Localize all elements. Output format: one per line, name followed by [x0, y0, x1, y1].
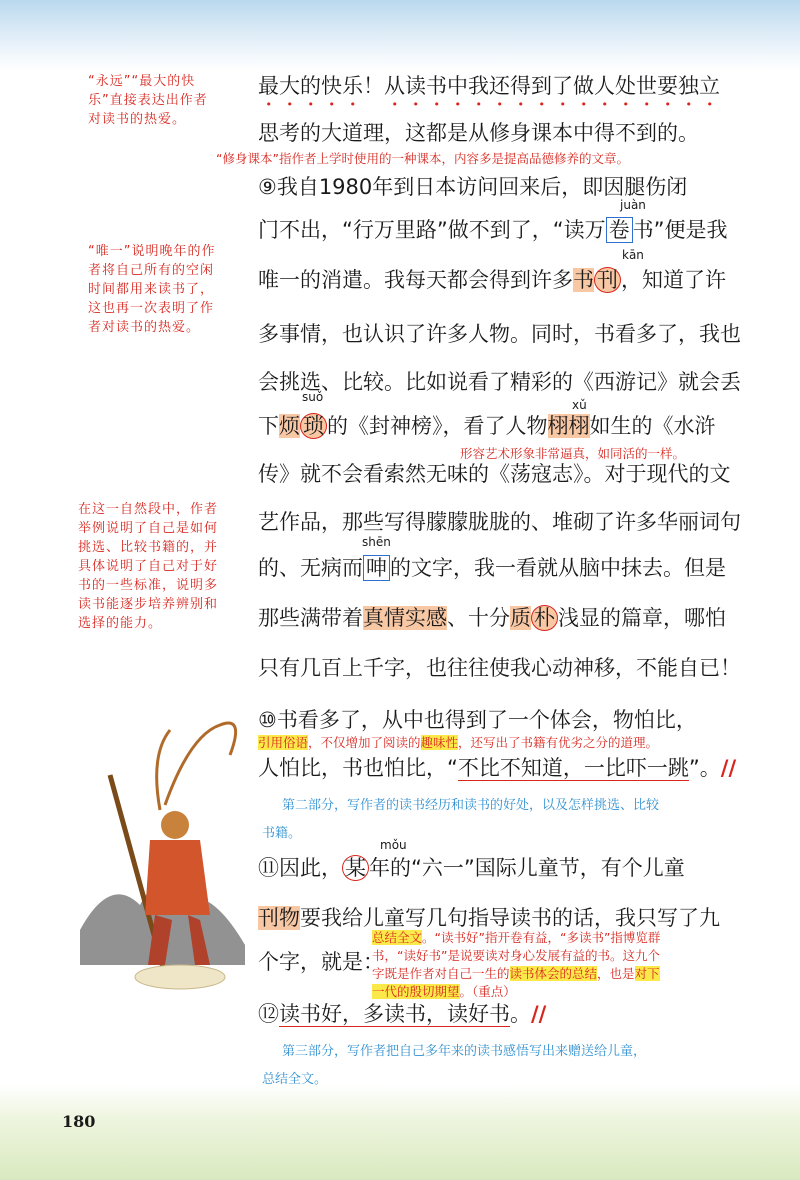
text-line-4: 门不出，“行万里路”做不到了，“读万 卷 书”便是我	[258, 218, 728, 242]
text-line-10: 艺作品，那些写得朦朦胧胧的、堆砌了许多华丽词句	[258, 510, 741, 534]
text-line-12: 那些满带着真情实感、十分质 朴 浅显的篇章，哪怕	[258, 606, 726, 630]
monkey-king-illustration	[70, 715, 270, 1015]
pinyin-juan: juàn	[620, 198, 646, 212]
section-break-mark-2: //	[531, 1002, 547, 1026]
circled-char-suo: 琐	[300, 413, 327, 439]
part3-summary-line1: 第三部分，写作者把自己多年来的读书感悟写出来赠送给儿童，	[282, 1044, 647, 1059]
text-line-9: 传》就不会看索然无味的《荡寇志》。对于现代的文	[258, 462, 731, 486]
margin-note-3: 在这一自然段中，作者举例说明了自己是如何挑选、比较书籍的，并具体说明了自己对于好书的一些标准，说明多读书能逐步培养辨别和选择的能力。	[78, 502, 219, 631]
text-line-17: 刊物要我给儿童写几句指导读书的话，我只写了九	[258, 906, 720, 930]
part2-summary-line2: 书籍。	[262, 826, 302, 841]
text-line-19: ⑫读书好，多读书，读好书。//	[258, 1002, 547, 1026]
note-yinyong: 引用俗语，不仅增加了阅读的趣味性，还写出了书籍有优劣之分的道理。	[258, 735, 659, 750]
margin-note-2: “唯一”说明晚年的作者将自己所有的空闲时间都用来读书了，这也再一次表明了作者对读书的热爱。	[88, 244, 216, 335]
text-line-18: 个字，就是：	[258, 950, 384, 974]
note-summary-4: 一代的殷切期望。（重点）	[372, 984, 516, 999]
pinyin-xu: xǔ	[572, 398, 587, 412]
margin-note-1: “永远”“最大的快乐”直接表达出作者对读书的热爱。	[88, 74, 208, 127]
page-number: 180	[62, 1112, 96, 1131]
boxed-char-shen: 呻	[363, 555, 390, 581]
text-line-3: ⑨我自1980年到日本访问回来后，即因腿伤闭	[258, 175, 688, 199]
circled-char-pu: 朴	[531, 605, 558, 631]
text-line-8: 下烦 琐 的《封神榜》，看了人物栩栩如生的《水浒	[258, 414, 716, 438]
text-line-7: 会挑选、比较。比如说看了精彩的《西游记》就会丢	[258, 370, 741, 394]
grass-background	[0, 1085, 800, 1180]
text-line-15: 人怕比，书也怕比，“不比不知道，一比吓一跳”。//	[258, 756, 737, 780]
note-xiushen: “修身课本”指作者上学时使用的一种课本，内容多是提高品德修养的文章。	[216, 151, 629, 166]
text-line-13: 只有几百上千字，也往往使我心动神移，不能自已！	[258, 656, 741, 680]
pinyin-mou: mǒu	[380, 838, 407, 852]
text-line-6: 多事情，也认识了许多人物。同时，书看多了，我也	[258, 322, 741, 346]
note-summary-3: 字既是作者对自己一生的读书体会的总结，也是对下	[372, 966, 660, 981]
text-line-14: ⑩书看多了，从中也得到了一个体会，物怕比，	[258, 708, 697, 732]
note-summary-2: 书，“读好书”是说要读对身心发展有益的书。这九个	[372, 948, 660, 963]
text-line-1: 最大的快乐！从读书中我还得到了做人处世要独立	[258, 74, 720, 98]
text-line-2: 思考的大道理，这都是从修身课本中得不到的。	[258, 121, 699, 145]
part3-summary-line2: 总结全文。	[262, 1072, 328, 1087]
circled-char-mou: 某	[342, 855, 369, 881]
part2-summary-line1: 第二部分，写作者的读书经历和读书的好处，以及怎样挑选、比较	[282, 798, 660, 813]
section-break-mark: //	[720, 756, 737, 780]
sky-background	[0, 0, 800, 70]
pinyin-shen: shēn	[362, 535, 391, 549]
text-line-16: ⑪因此， 某 年的“六一”国际儿童节，有个儿童	[258, 856, 685, 880]
circled-char-kan: 刊	[594, 267, 621, 293]
pinyin-suo: suǒ	[302, 390, 324, 404]
note-summary-1: 总结全文。“读书好”指开卷有益，“多读书”指博览群	[372, 930, 661, 945]
boxed-char-juan: 卷	[606, 217, 633, 243]
pinyin-kan: kān	[622, 248, 644, 262]
text-line-5: 唯一的消遣。我每天都会得到许多书 刊 ，知道了许	[258, 268, 726, 292]
note-xuxu: 形容艺术形象非常逼真，如同活的一样。	[460, 446, 686, 461]
text-line-11: 的、无病而 呻 的文字，我一看就从脑中抹去。但是	[258, 556, 726, 580]
